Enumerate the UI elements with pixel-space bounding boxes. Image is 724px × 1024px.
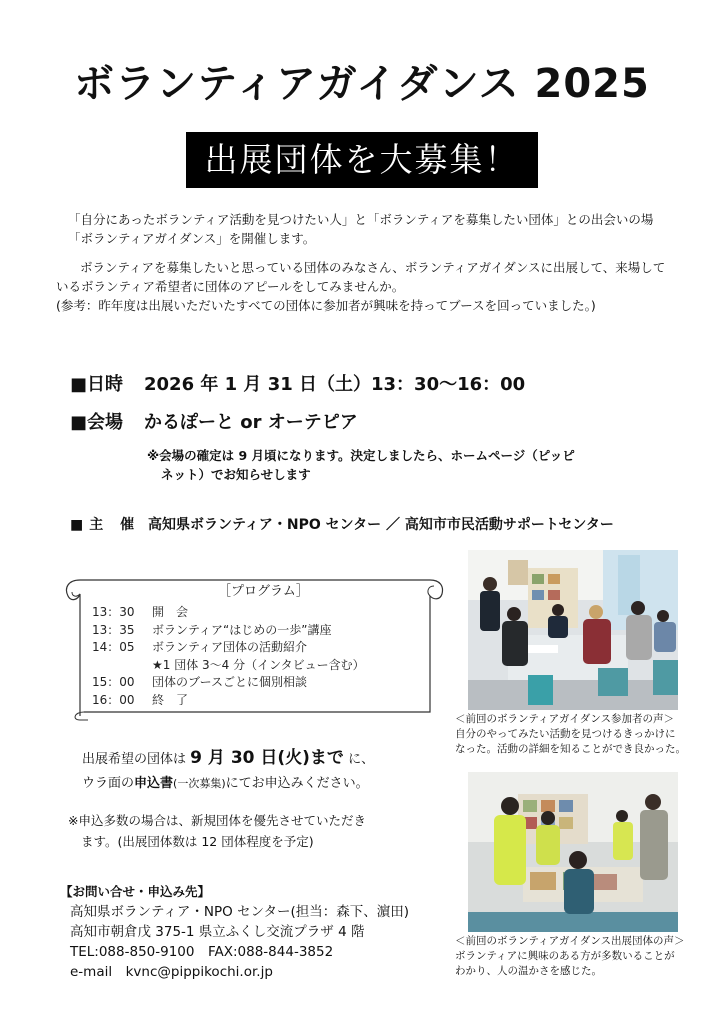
intro-line: いるボランティア希望者に団体のアピールをしてみませんか。	[56, 279, 405, 294]
program-time	[92, 657, 152, 675]
headline-banner: 出展団体を大募集！	[186, 132, 538, 188]
caption-line: なった。活動の詳細を知ることができ良かった。	[455, 743, 686, 755]
deadline-line2-end: にてお申込みください。	[225, 776, 369, 791]
caption-line: 自分のやってみたい活動を見つけるきっかけに	[455, 728, 676, 740]
program-time: 15：00	[92, 675, 135, 690]
event-photo-participants	[468, 550, 678, 710]
intro-text	[56, 210, 668, 325]
program-item	[92, 604, 365, 622]
program-time: 16：00	[92, 692, 135, 707]
first-round-label: (一次募集)	[173, 777, 226, 790]
caption-heading: ＜前回のボランティアガイダンス出展団体の声＞	[455, 935, 685, 947]
program-item	[92, 657, 365, 675]
contact-heading: 【お問い合せ・申込み先】	[60, 884, 211, 899]
venue-label: ■会場	[70, 412, 124, 433]
contact-phone-fax: TEL:088-850-9100 FAX:088-844-3852	[70, 944, 334, 960]
program-item	[92, 622, 365, 640]
venue-note	[147, 446, 647, 484]
program-text: 団体のブースごとに個別相談	[152, 675, 308, 690]
photo2-caption	[455, 934, 695, 979]
program-time: 13：35	[92, 622, 135, 637]
organizer-value: 高知県ボランティア・NPO センター ／ 高知市市民活動サポートセンター	[148, 517, 614, 533]
program-text: ★1 団体 3～4 分（インタビュー含む）	[152, 657, 365, 672]
program-text: 終 了	[152, 692, 189, 707]
date-value: 2026 年 1 月 31 日（土）13：30～16：00	[144, 374, 526, 395]
intro-line: 「ボランティアガイダンス」を開催します。	[68, 231, 316, 246]
program-item	[92, 674, 365, 692]
application-form-label: 申込書	[134, 776, 174, 791]
priority-note-line: ます。(出展団体数は 12 団体程度を予定)	[81, 834, 314, 849]
contact-address: 高知市朝倉戊 375-1 県立ふくし交流プラザ 4 階	[70, 924, 365, 940]
photo1-caption	[455, 712, 695, 757]
priority-note	[68, 810, 398, 852]
caption-heading: ＜前回のボランティアガイダンス参加者の声＞	[455, 713, 675, 725]
intro-line: ボランティアを募集したいと思っている団体のみなさん、ボランティアガイダンスに出展して、来場して	[80, 260, 666, 275]
contact-org: 高知県ボランティア・NPO センター(担当：森下、濵田)	[70, 904, 410, 920]
contact-block	[60, 882, 409, 982]
caption-line: ボランティアに興味のある方が多数いることが	[455, 950, 675, 962]
venue-note-line: ネット）でお知らせします	[161, 467, 311, 482]
deadline-prefix: 出展希望の団体は	[82, 752, 187, 767]
venue-note-line: ※会場の確定は 9 月頃になります。決定しましたら、ホームページ（ピッピ	[147, 448, 575, 463]
program-item	[92, 639, 365, 657]
event-photo-exhibitors	[468, 772, 678, 932]
program-time: 13：30	[92, 605, 135, 619]
date-label: ■日時	[70, 374, 124, 395]
program-text: ボランティア“はじめの一歩”講座	[152, 622, 332, 637]
date-section	[70, 370, 525, 396]
caption-line: わかり、人の温かさを感じた。	[455, 965, 602, 977]
deadline-date: 9 月 30 日(火)まで	[190, 748, 344, 768]
organizer-label: ■主 催	[70, 517, 141, 533]
deadline-line2: ウラ面の	[82, 776, 135, 791]
program-text: ボランティア団体の活動紹介	[152, 640, 308, 655]
priority-note-line: ※申込多数の場合は、新規団体を優先させていただき	[68, 813, 366, 828]
program-text: 開 会	[152, 605, 189, 619]
contact-email: e-mail kvnc@pippikochi.or.jp	[70, 964, 273, 980]
organizer-section	[70, 514, 614, 534]
program-time: 14：05	[92, 640, 135, 655]
intro-line: (参考：昨年度は出展いただいたすべての団体に参加者が興味を持ってブースを回っていました。)	[56, 298, 596, 313]
deadline-suffix: に、	[348, 752, 375, 767]
page-title: ボランティアガイダンス 2025	[74, 61, 650, 107]
intro-line: 「自分にあったボランティア活動を見つけたい人」と「ボランティアを募集したい団体」との出会いの場	[68, 212, 654, 227]
deadline-text	[82, 746, 374, 796]
venue-section	[70, 408, 358, 434]
program-item	[92, 692, 365, 710]
program-title: ［プログラム］	[218, 584, 309, 599]
program-list	[92, 604, 365, 710]
venue-value: かるぽーと or オーテピア	[144, 412, 358, 433]
